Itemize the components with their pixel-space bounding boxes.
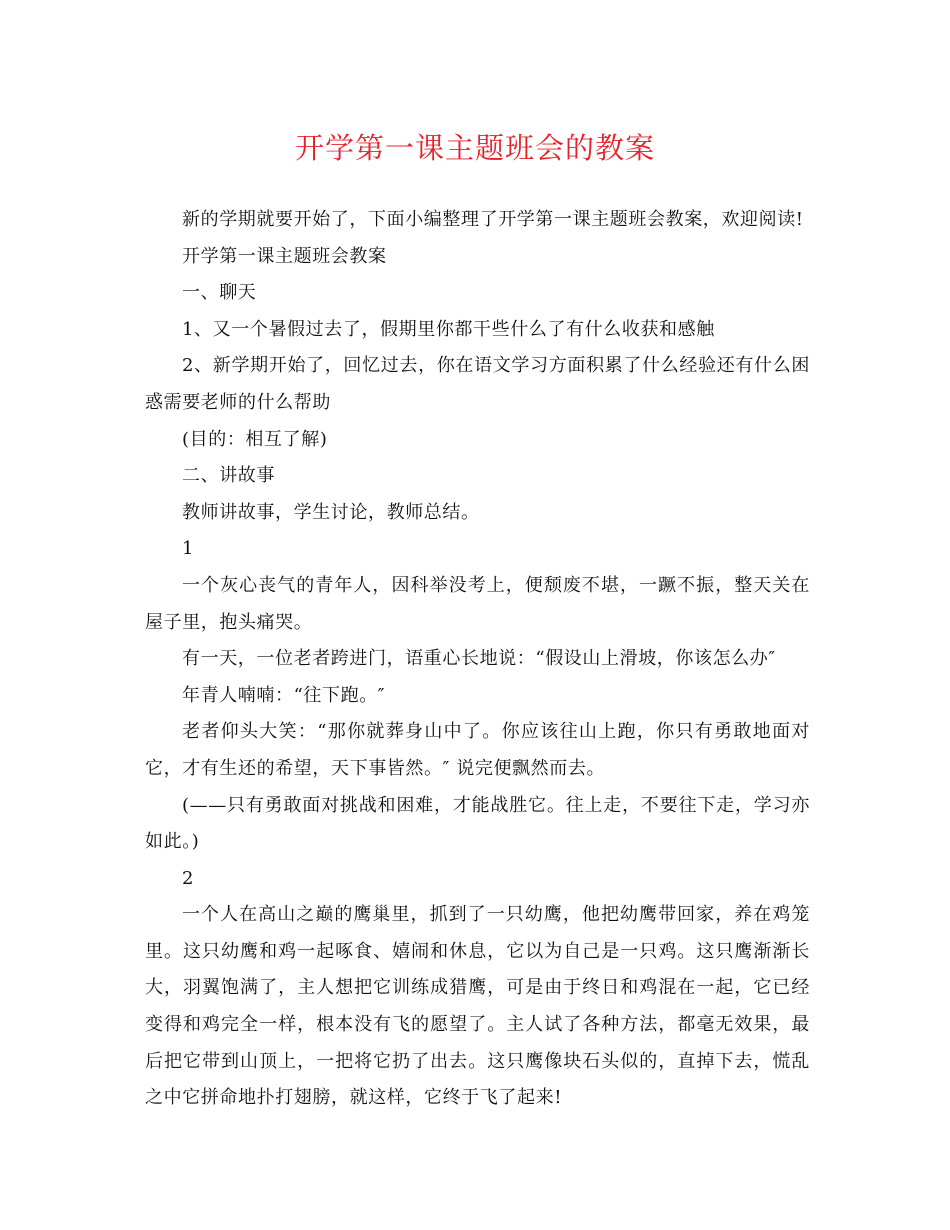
story-number-2: 2 [182, 867, 195, 889]
story-1-paragraph: 老者仰头大笑：“那你就葬身山中了。你应该往山上跑，你只有勇敢地面对它，才有生还的希望，天下事皆然。″ 说完便飘然而去。 [145, 721, 810, 779]
story-number-1: 1 [182, 538, 195, 560]
chat-purpose: (目的：相互了解) [182, 428, 328, 450]
story-2-paragraph: 一个人在高山之巅的鹰巢里，抓到了一只幼鹰，他把幼鹰带回家，养在鸡笼里。这只幼鹰和鸡一起啄食、嬉闹和休息，它以为自己是一只鸡。这只鹰渐渐长大，羽翼饱满了，主人想把它训练成猎鹰，可是由于终日和鸡混在一起，它已经变得和鸡完全一样，根本没有飞的愿望了。主人试了各种方法，都毫无效果，最后把它带到山顶上，一把将它扔了出去。这只鹰像块石头似的，直掉下去，慌乱之中它拼命地扑打翅膀，就这样，它终于飞了起来! [145, 904, 810, 1109]
section-heading-story: 二、讲故事 [182, 465, 275, 487]
lesson-heading: 开学第一课主题班会教案 [182, 245, 387, 267]
section-heading-chat: 一、聊天 [182, 282, 257, 304]
document-body [145, 202, 810, 1117]
story-1-paragraph: 年青人喃喃：“往下跑。″ [182, 684, 386, 706]
story-1-moral: (——只有勇敢面对挑战和困难，才能战胜它。往上走，不要往下走，学习亦如此。) [145, 794, 810, 853]
intro-paragraph: 新的学期就要开始了，下面小编整理了开学第一课主题班会教案，欢迎阅读! [182, 209, 804, 230]
chat-question-1: 1、又一个暑假过去了，假期里你都干些什么了有什么收获和感触 [182, 318, 715, 340]
story-1-paragraph: 有一天，一位老者跨进门，语重心长地说：“假设山上滑坡，你该怎么办″ [182, 648, 776, 670]
chat-question-2: 2、新学期开始了，回忆过去，你在语文学习方面积累了什么经验还有什么困惑需要老师的什么帮助 [145, 355, 810, 413]
document-title: 开学第一课主题班会的教案 [294, 131, 655, 165]
story-instructions: 教师讲故事，学生讨论，教师总结。 [182, 501, 480, 523]
story-1-paragraph: 一个灰心丧气的青年人，因科举没考上，便颓废不堪，一蹶不振，整天关在屋子里，抱头痛哭。 [145, 574, 810, 633]
